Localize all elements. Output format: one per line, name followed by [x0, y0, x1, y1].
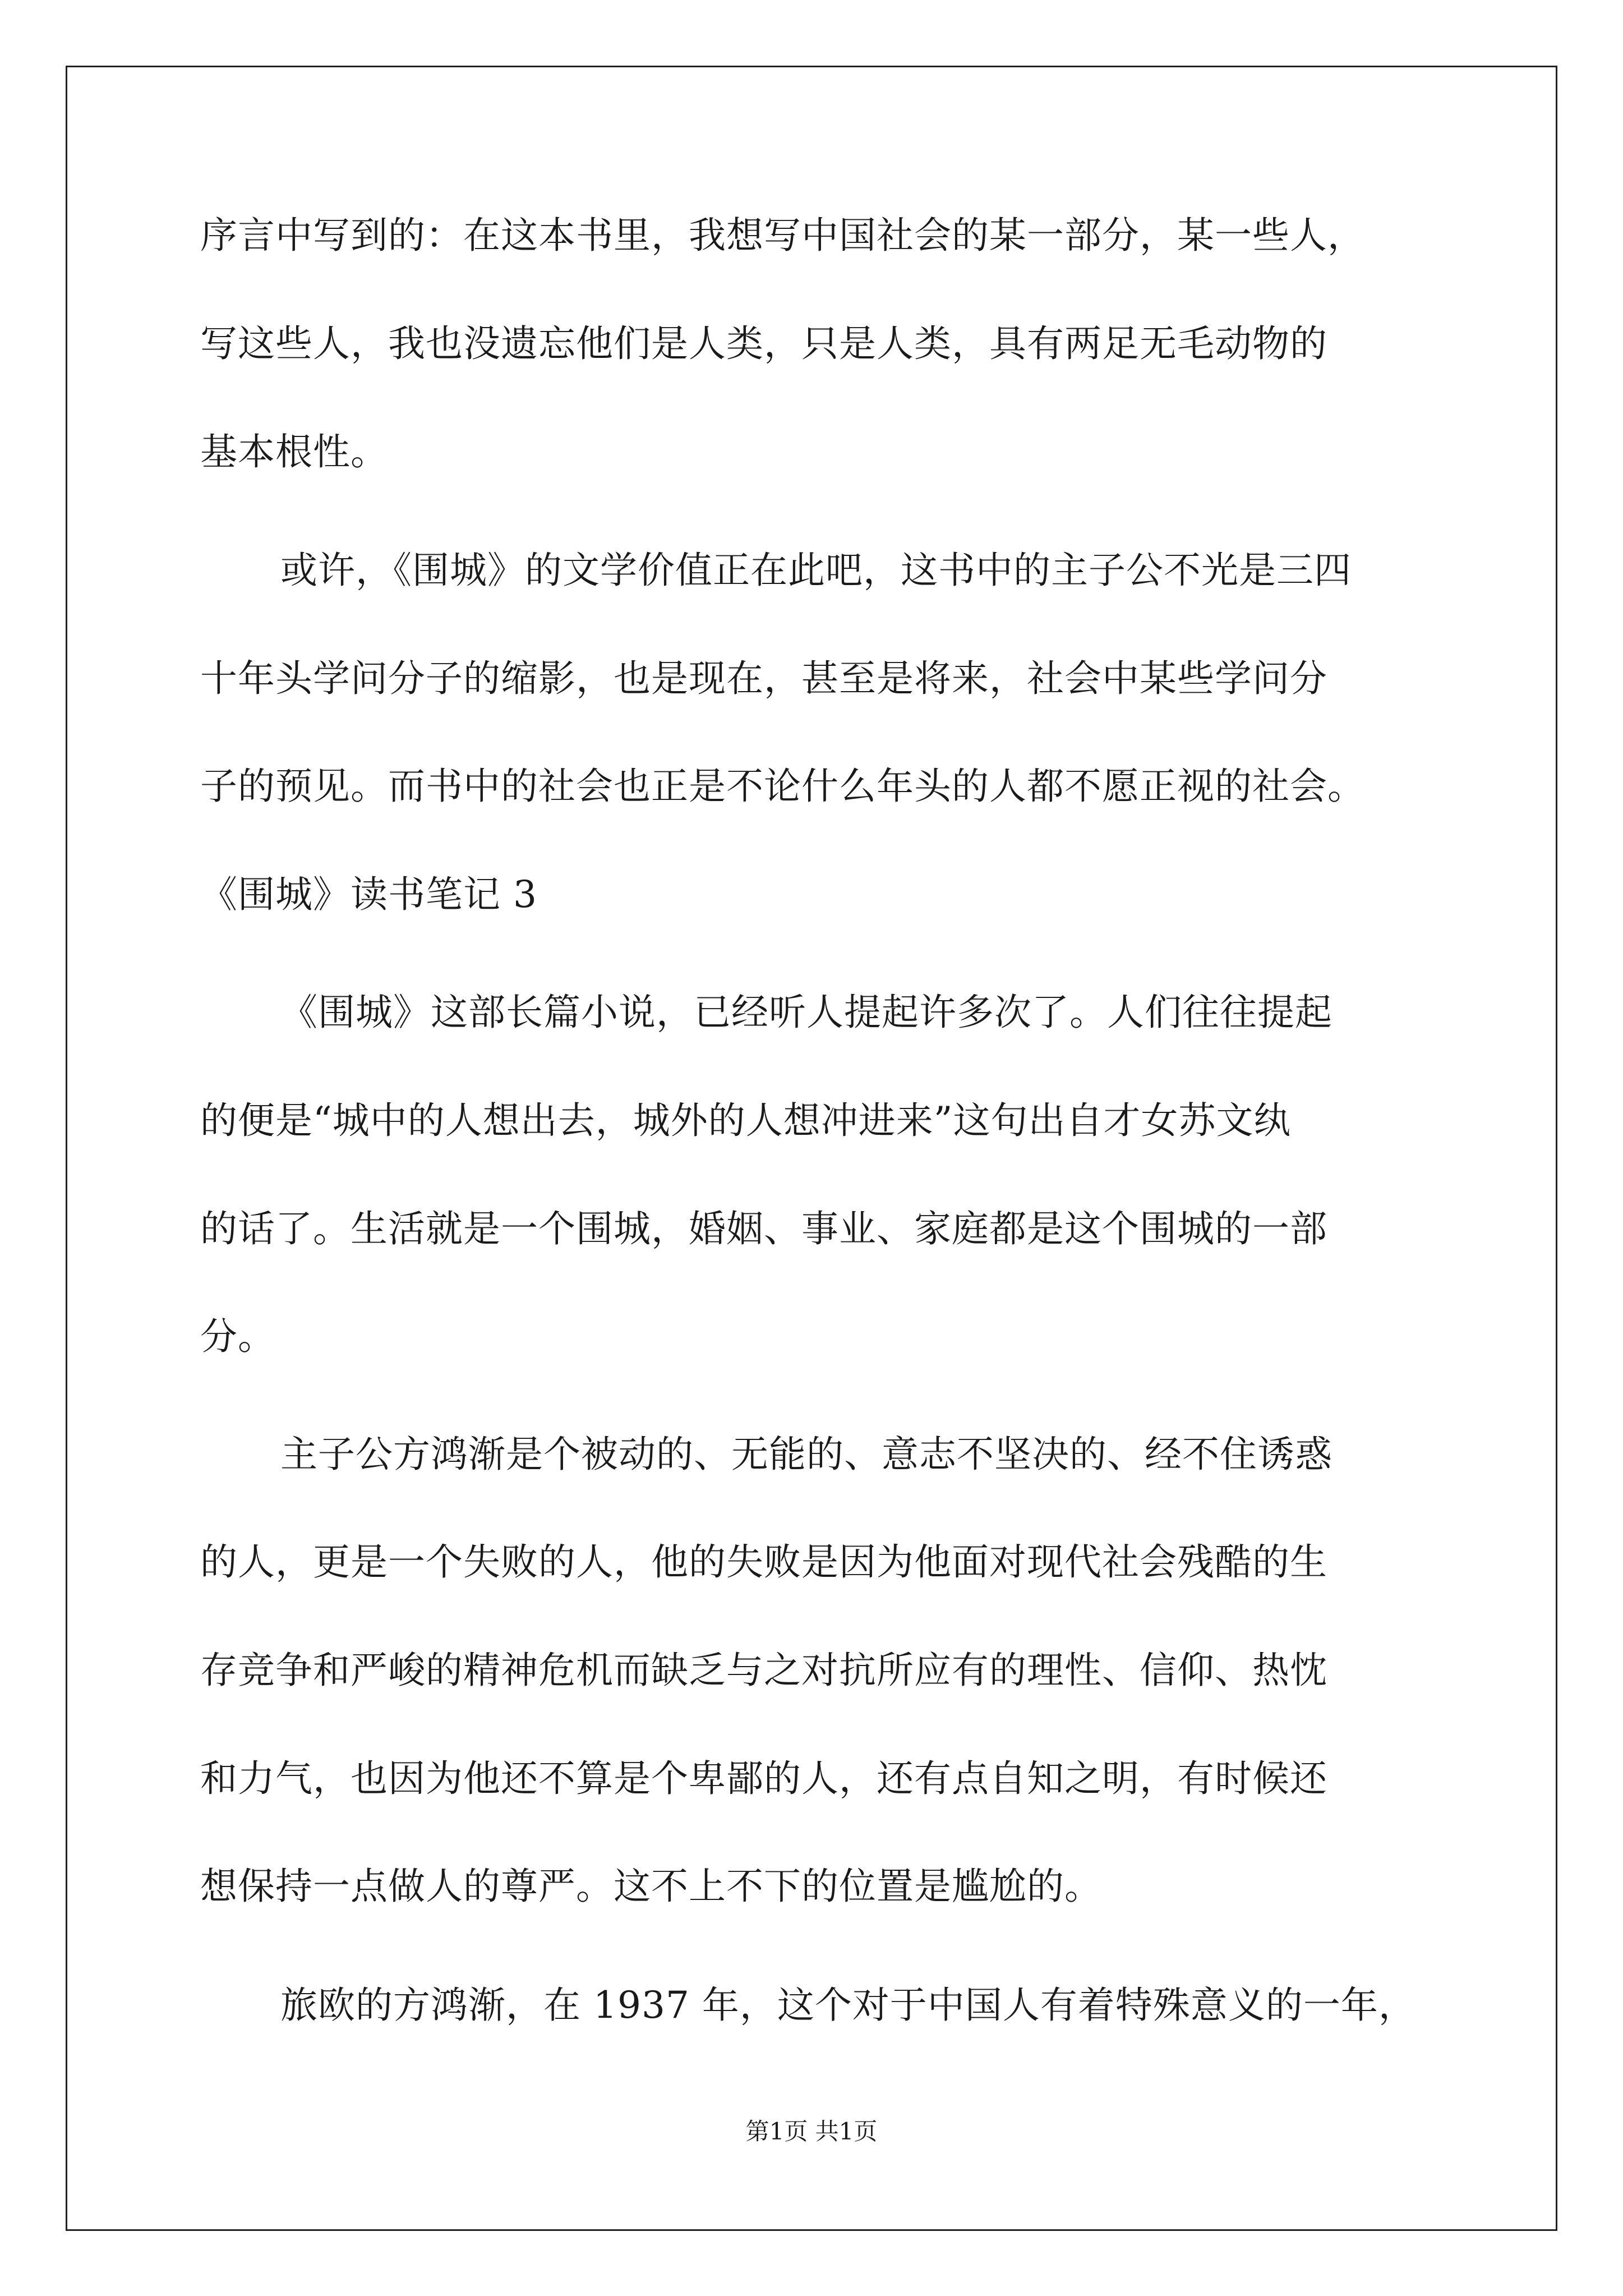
text-line: 和力气，也因为他还不算是个卑鄙的人，还有点自知之明，有时候还	[200, 1757, 1327, 1800]
text-line: 或许，《围城》的文学价值正在此吧，这书中的主子公不光是三四	[280, 549, 1352, 592]
text-line: 的人，更是一个失败的人，他的失败是因为他面对现代社会残酷的生	[200, 1540, 1327, 1584]
text-line: 序言中写到的：在这本书里，我想写中国社会的某一部分，某一些人，	[200, 214, 1365, 257]
text-line: 存竞争和严峻的精神危机而缺乏与之对抗所应有的理性、信仰、热忱	[200, 1649, 1327, 1692]
page-footer: 第1页 共1页	[745, 2118, 878, 2145]
section-heading: 《围城》读书笔记 3	[200, 873, 537, 916]
text-line: 《围城》这部长篇小说，已经听人提起许多次了。人们往往提起	[280, 991, 1332, 1034]
text-line: 基本根性。	[200, 430, 388, 473]
text-line: 想保持一点做人的尊严。这不上不下的位置是尴尬的。	[200, 1865, 1102, 1908]
text-line: 分。	[200, 1315, 275, 1358]
text-line: 的话了。生活就是一个围城，婚姻、事业、家庭都是这个围城的一部	[200, 1207, 1327, 1250]
text-line: 的便是“城中的人想出去，城外的人想冲进来”这句出自才女苏文纨	[200, 1099, 1292, 1142]
text-line: 写这些人，我也没遗忘他们是人类，只是人类，具有两足无毛动物的	[200, 322, 1327, 365]
text-line: 十年头学问分子的缩影，也是现在，甚至是将来，社会中某些学问分	[200, 657, 1327, 700]
text-line: 子的预见。而书中的社会也正是不论什么年头的人都不愿正视的社会。	[200, 765, 1365, 808]
text-line: 主子公方鸿渐是个被动的、无能的、意志不坚决的、经不住诱惑	[280, 1433, 1332, 1476]
text-line: 旅欧的方鸿渐，在 1937 年，这个对于中国人有着特殊意义的一年，	[280, 1984, 1416, 2027]
